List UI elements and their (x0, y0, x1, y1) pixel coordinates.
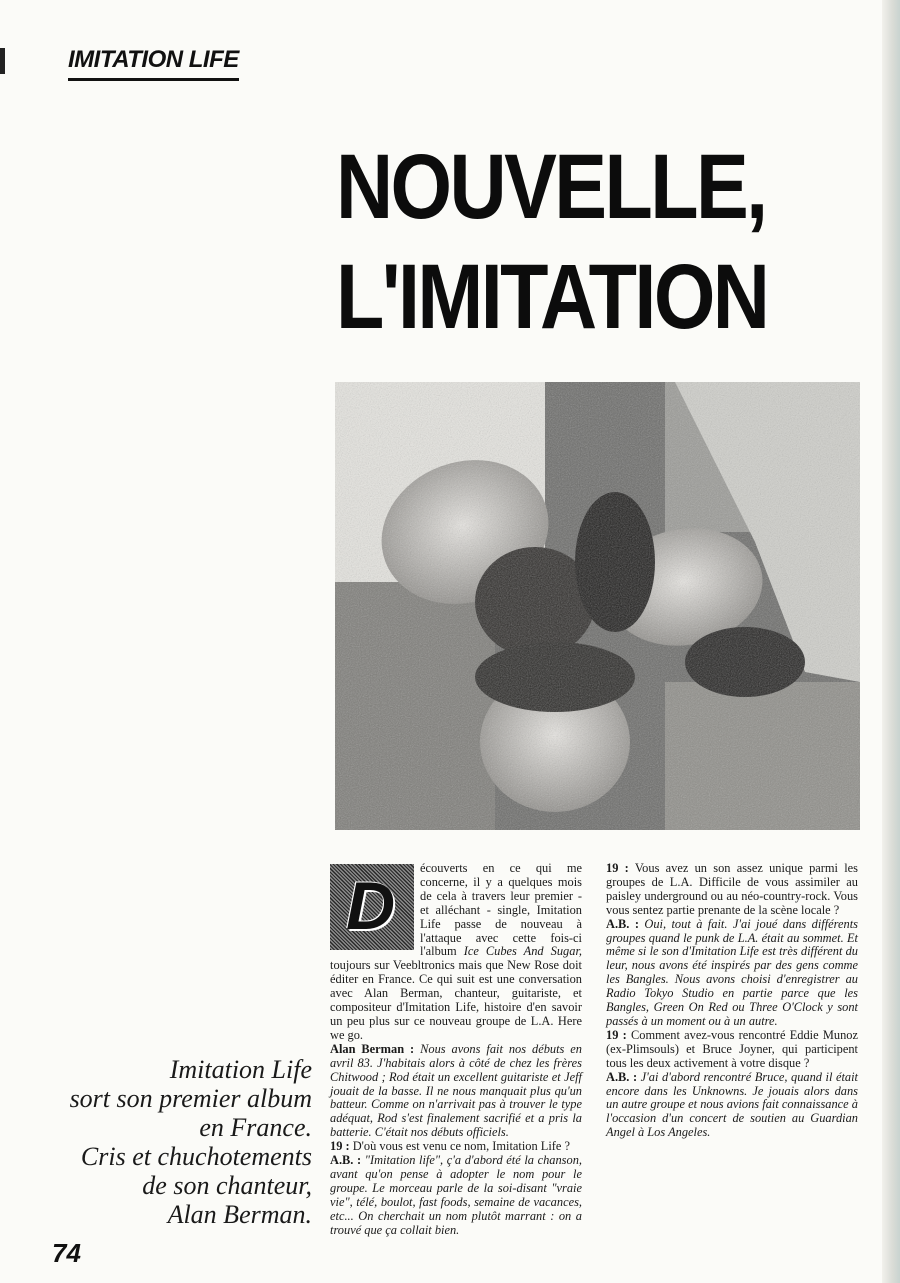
pull-quote (40, 1055, 312, 1229)
headline (336, 132, 783, 352)
pull-quote-line: de son chanteur, (142, 1171, 312, 1200)
album-title: Ice Cubes And Sugar, (463, 944, 582, 959)
page-edge (882, 0, 900, 1283)
pull-quote-line: sort son premier album (69, 1084, 312, 1113)
interview-entry: Alan Berman : Nous avons fait nos débuts en avril 83. J'habitais alors à côté de chez les frères Chitwood ; Rod était un excellent guitariste et Jeff jouait de la basse. Il ne nous manquait plus qu'un batteur. Comme on n'arrivait pas à trouver le type adéquat, Rod s'est finalement sacrifié et a pris la batterie. C'était nos débuts officiels. (330, 1041, 582, 1140)
interview-entry: A.B. : J'ai d'abord rencontré Bruce, quand il était encore dans les Unknowns. Je jouais alors dans un autre groupe et nous avions fait connaissance à l'occasion d'un concert de soutien au Guardian Angel à Los Angeles. (606, 1069, 859, 1140)
interview-entry: 19 : Vous avez un son assez unique parmi les groupes de L.A. Difficile de vous assimiler au paisley underground ou au néo-country-rock. Vous vous sentez partie prenante de la scène locale ? (606, 861, 859, 917)
article-column-2 (606, 862, 858, 1140)
headline-line-1: NOUVELLE, (336, 136, 766, 238)
section-label: IMITATION LIFE (68, 46, 239, 81)
pull-quote-line: Alan Berman. (167, 1200, 312, 1229)
band-photo-illustration (335, 382, 860, 830)
drop-cap: D (330, 864, 414, 950)
interview-entry: A.B. : "Imitation life", ç'a d'abord été la chanson, avant qu'on pense à adopter le nom pour le groupe. Le morceau parle de la soi-disant "vraie vie", télé, boulot, fast foods, semaine de vacances, etc... On cherchait un nom plutôt marrant : on a trouvé que ça collait bien. (330, 1153, 582, 1237)
interview-entry: 19 : D'où vous est venu ce nom, Imitation Life ? (330, 1139, 571, 1154)
band-photo (335, 382, 860, 830)
pull-quote-line: Cris et chuchotements (80, 1142, 312, 1171)
interview-entry: A.B. : Oui, tout à fait. J'ai joué dans différents groupes quand le punk de L.A. était au sommet. Et même si le son d'Imitation Life est très différent du leur, nous avons été inspirés par des gens comme les Bangles. Nous avons choisi d'enregistrer au Radio Tokyo Studio en partie parce que les Bangles, Green On Red ou Three O'Clock y sont passés à un moment ou à un autre. (606, 916, 858, 1028)
article-column-1 (330, 862, 582, 1237)
pull-quote-line: Imitation Life (169, 1055, 312, 1084)
pull-quote-line: en France. (199, 1113, 312, 1142)
headline-line-2: L'IMITATION (336, 246, 768, 348)
interview-entry: 19 : Comment avez-vous rencontré Eddie Munoz (ex-Plimsouls) et Bruce Joyner, qui participent tous les deux activement à votre disque ? (606, 1027, 858, 1070)
binding-edge (0, 30, 10, 110)
page-number: 74 (52, 1238, 81, 1268)
intro-paragraph: D écouverts en ce qui me concerne, il y a quelques mois de cela à travers leur premier - et alléchant - single, Imitation Life passe de nouveau à l'attaque avec cette fois-ci l'album Ice Cubes And Sugar, toujours sur Veebltronics mais que New Rose doit éditer en France. Ce qui suit est une conversation avec Alan Berman, chanteur, guitariste, et compositeur d'Imitation Life, histoire d'en savoir un peu plus sur ce nouveau groupe de L.A. Here we go. (330, 861, 582, 1042)
